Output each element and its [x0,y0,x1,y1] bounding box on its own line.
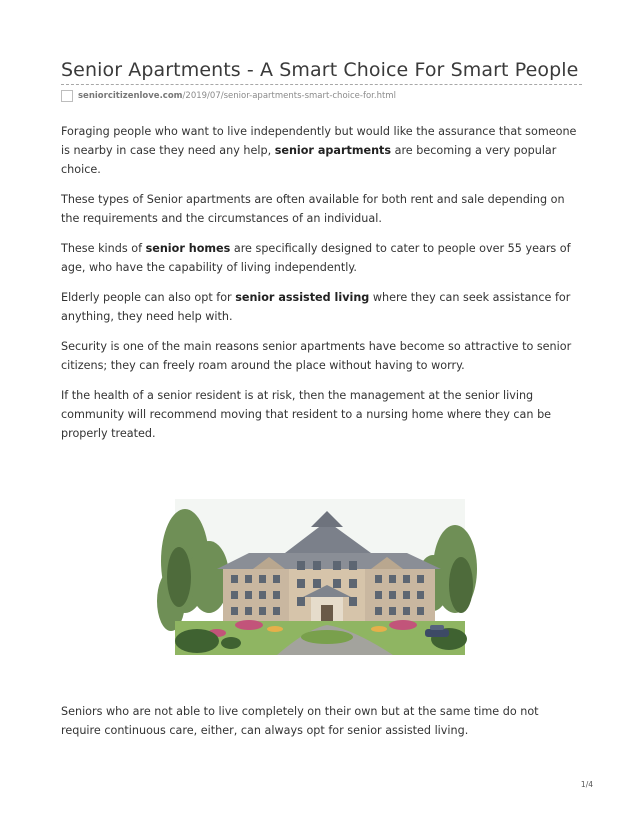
paragraph-3-text-start: These kinds of [61,242,146,255]
source-path: /2019/07/senior-apartments-smart-choice-for.html [182,91,396,101]
senior-homes-link[interactable]: senior homes [145,242,231,255]
paragraph-1-text-start: Foraging people who want to live independently but would like the assurance that someone is nearby in case they need any help, [61,125,577,157]
senior-assisted-living-link[interactable]: senior assisted living [235,291,370,304]
closing-paragraph: Seniors who are not able to live completely on their own but at the same time do not require continuous care, either, can always opt for senior assisted living. [61,705,539,737]
title-divider [61,84,582,85]
page-icon [61,90,73,102]
source-domain-link[interactable]: seniorcitizenlove.com [78,91,183,101]
paragraph-4-text-end: where they can seek assistance for anything, they need help with. [61,291,571,323]
paragraph-2: These types of Senior apartments are often available for both rent and sale depending on the requirements and the circumstances of an individual. [61,193,565,225]
paragraph-5: Security is one of the main reasons senior apartments have become so attractive to senior citizens; they can freely roam around the place without having to worry. [61,340,572,372]
paragraph-3 [61,239,581,277]
senior-apartment-building-illustration [157,491,481,663]
page-number: 1/4 [580,780,593,789]
paragraph-1-text-end: are becoming a very popular choice. [61,144,557,176]
paragraph-4-text-start: Elderly people can also opt for [61,291,236,304]
source-line [61,89,396,103]
paragraph-6: If the health of a senior resident is at risk, then the management at the senior living community will recommend moving that resident to a nursing home where they can be properly treated. [61,389,552,440]
paragraph-1 [61,122,581,179]
page-title: Senior Apartments - A Smart Choice For Smart People [61,59,579,81]
senior-apartments-link[interactable]: senior apartments [274,144,392,157]
paragraph-3-text-end: are specifically designed to cater to people over 55 years of age, who have the capability of living independently. [61,242,571,274]
paragraph-4 [61,288,581,326]
article-body [61,122,581,454]
